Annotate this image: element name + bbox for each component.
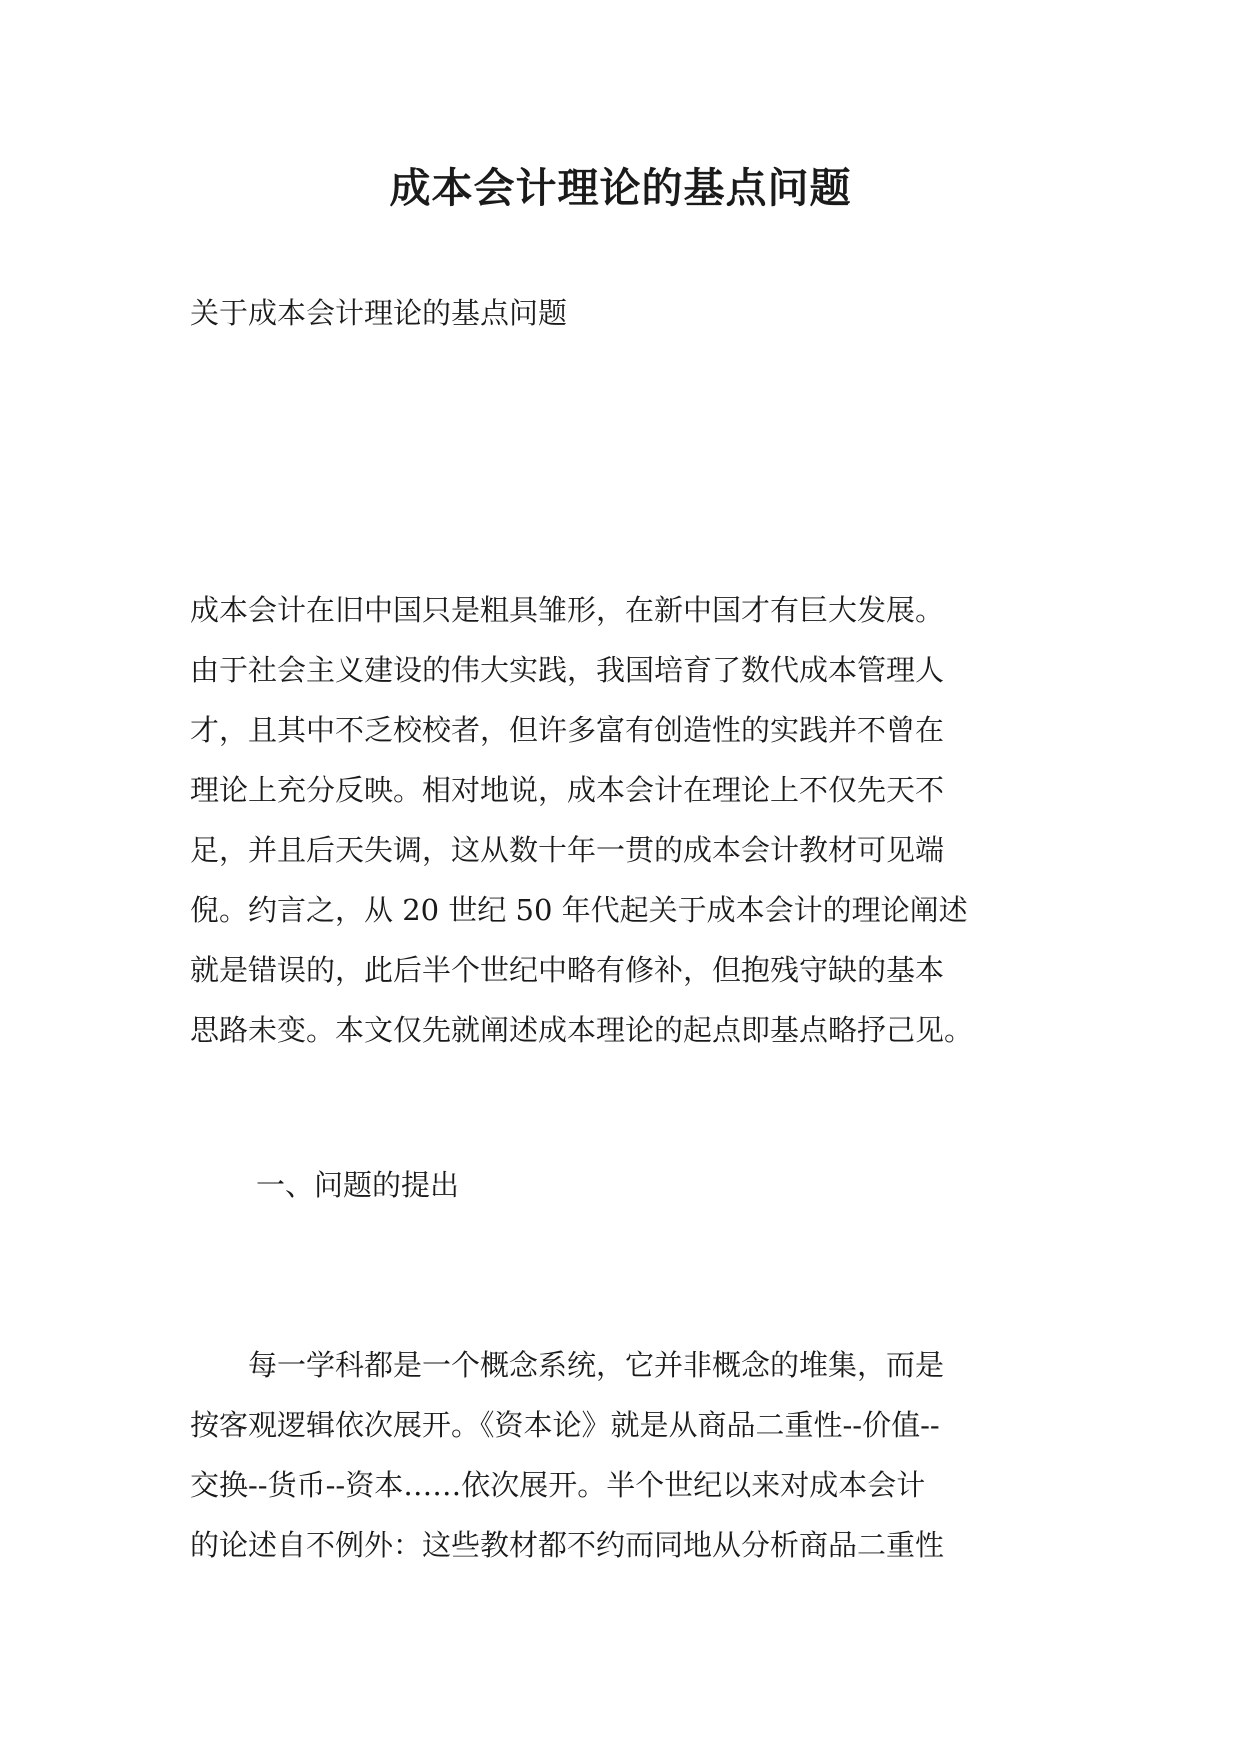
body-paragraph-1 — [190, 580, 1070, 1060]
document-subtitle: 关于成本会计理论的基点问题 — [190, 296, 568, 330]
paragraph-line: 成本会计在旧中国只是粗具雏形，在新中国才有巨大发展。 — [190, 593, 945, 627]
body-paragraph-2 — [190, 1335, 1070, 1575]
paragraph-line: 足，并且后天失调，这从数十年一贯的成本会计教材可见端 — [190, 833, 945, 867]
paragraph-line: 思路未变。本文仅先就阐述成本理论的起点即基点略抒己见。 — [190, 1013, 974, 1047]
section-heading: 一、问题的提出 — [256, 1168, 460, 1202]
paragraph-line: 才，且其中不乏校校者，但许多富有创造性的实践并不曾在 — [190, 713, 945, 747]
paragraph-line: 由于社会主义建设的伟大实践，我国培育了数代成本管理人 — [190, 653, 945, 687]
paragraph-line: 的论述自不例外：这些教材都不约而同地从分析商品二重性 — [190, 1528, 945, 1562]
document-title: 成本会计理论的基点问题 — [389, 164, 852, 212]
paragraph-line: 倪。约言之，从 20 世纪 50 年代起关于成本会计的理论阐述 — [190, 893, 968, 927]
paragraph-line: 交换--货币--资本……依次展开。半个世纪以来对成本会计 — [190, 1468, 926, 1502]
paragraph-line: 每一学科都是一个概念系统，它并非概念的堆集，而是 — [190, 1348, 945, 1382]
paragraph-line: 按客观逻辑依次展开。《资本论》就是从商品二重性--价值-- — [190, 1408, 940, 1442]
paragraph-line: 就是错误的，此后半个世纪中略有修补，但抱残守缺的基本 — [190, 953, 945, 987]
paragraph-line: 理论上充分反映。相对地说，成本会计在理论上不仅先天不 — [190, 773, 945, 807]
